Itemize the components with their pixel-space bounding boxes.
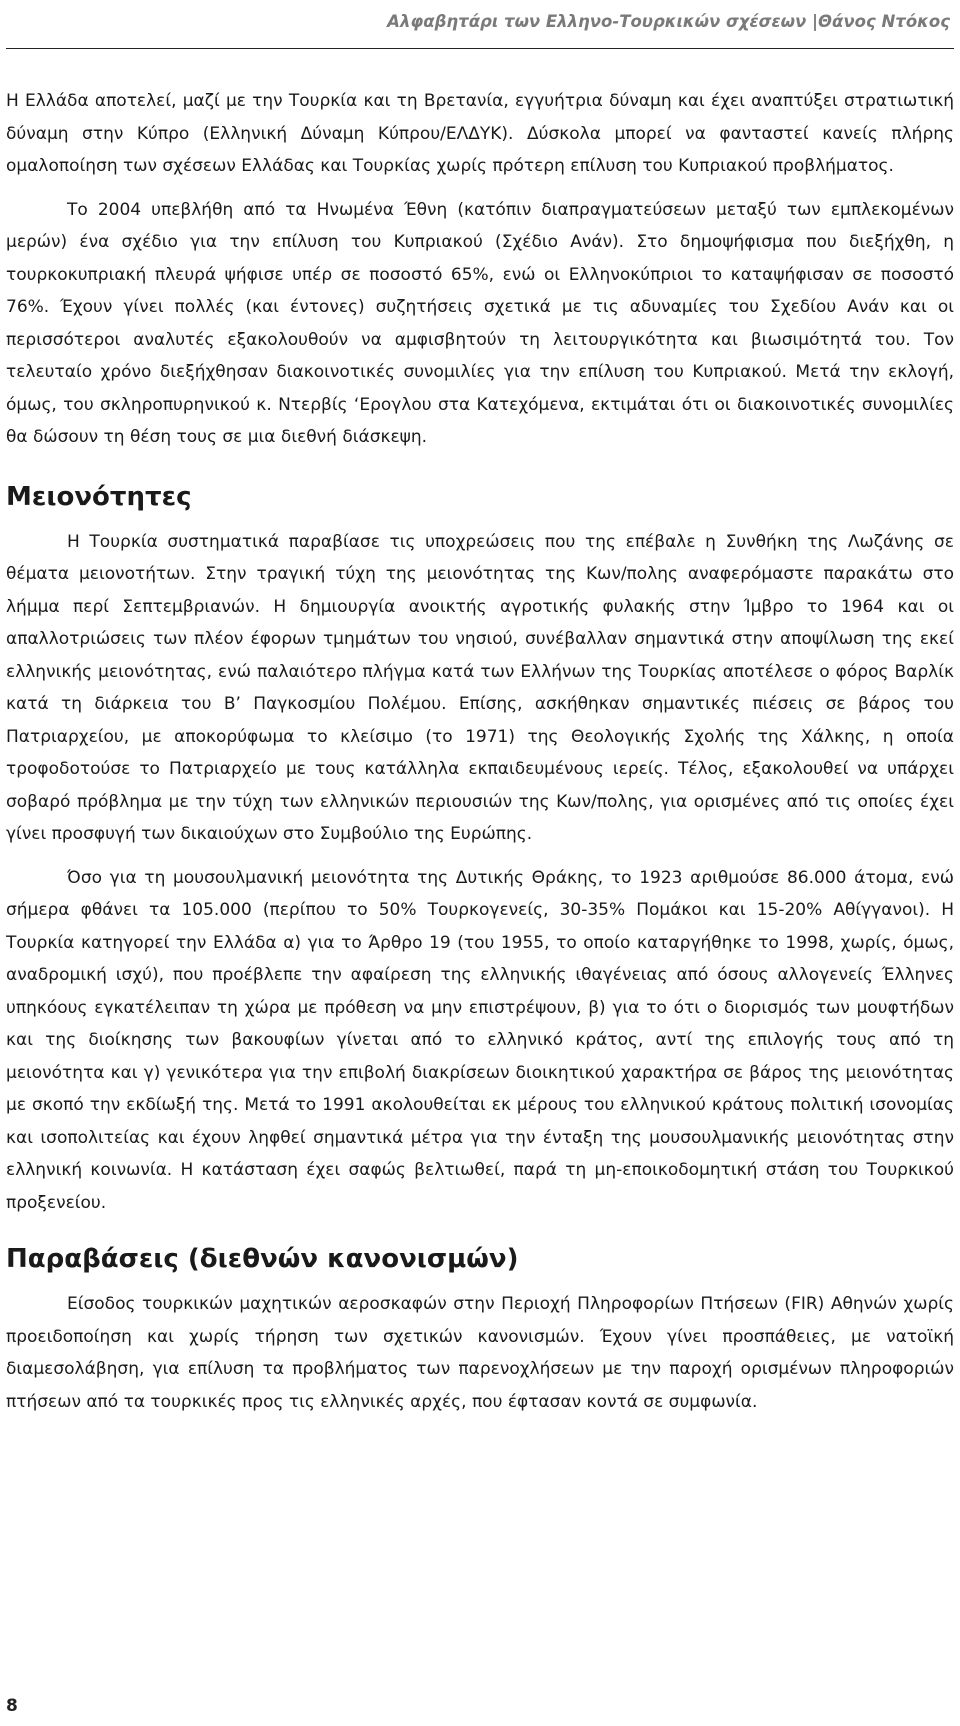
paragraph: Είσοδος τουρκικών μαχητικών αεροσκαφών στην Περιοχή Πληροφορίων Πτήσεων (FIR) Αθηνών χωρίς προειδοποίηση και χωρίς τήρηση των σχετικών κανονισμών. Έχουν γίνει προσπάθειες, με νατοϊκή διαμεσολάβηση, για επίλυση τα προβλήματος των παρενοχλήσεων με την παροχή ορισμένων πληροφοριών πτήσεων από τα τουρκικές προς τις ελληνικές αρχές, που έφτασαν κοντά σε συμφωνία. [6, 1294, 954, 1412]
paragraph: Όσο για τη μουσουλμανική μειονότητα της Δυτικής Θράκης, το 1923 αριθμούσε 86.000 άτομα, ενώ σήμερα φθάνει τα 105.000 (περίπου το 50% Τουρκογενείς, 30-35% Πομάκοι και 15-20% Αθίγγανοι). Η Τουρκία κατηγορεί την Ελλάδα α) για το Άρθρο 19 (του 1955, το οποίο καταργήθηκε το 1998, χωρίς, όμως, αναδρομική ισχύ), που προέβλεπε την αφαίρεση της ελληνικής ιθαγένειας από όσους αλλογενείς Έλληνες υπηκόους εγκατέλειπαν τη χώρα με πρόθεση να μην επιστρέψουν, β) για το ότι ο διορισμός των μουφτήδων και της διοίκησης των βακουφίων γίνεται από το ελληνικό κράτος, αντί της επιλογής τους από τη μειονότητα και γ) γενικότερα για την επιβολή διακρίσεων διοικητικού χαρακτήρα σε βάρος της μειονότητας με σκοπό την εκδίωξή της. Μετά το 1991 ακολουθείται εκ μέρους του ελληνικού κράτους πολιτική ισονομίας και ισοπολιτείας και έχουν ληφθεί σημαντικά μέτρα για την ένταξη της μουσουλμανικής μειονότητας στην ελληνική κοινωνία. Η κατάσταση έχει σαφώς βελτιωθεί, παρά τη μη-εποικοδομητική στάση του Τουρκικού προξενείου. [6, 867, 954, 1213]
section-heading-violations: Παραβάσεις (διεθνών κανονισμών) [6, 1244, 519, 1274]
document-body [6, 85, 954, 1418]
section-heading-minorities: Μειονότητες [6, 481, 192, 512]
page-number: 8 [6, 1696, 18, 1716]
paragraph: Η Ελλάδα αποτελεί, μαζί με την Τουρκία και τη Βρετανία, εγγυήτρια δύναμη και έχει αναπτύξει στρατιωτική δύναμη στην Κύπρο (Ελληνική Δύναμη Κύπρου/ΕΛΔΥΚ). Δύσκολα μπορεί να φανταστεί κανείς πλήρης ομαλοποίηση των σχέσεων Ελλάδας και Τουρκίας χωρίς πρότερη επίλυση του Κυπριακού προβλήματος. [6, 91, 954, 176]
header-title: Αλφαβητάρι των Ελληνο-Τουρκικών σχέσεων |Θάνος Ντόκος [387, 12, 950, 31]
paragraph: Το 2004 υπεβλήθη από τα Ηνωμένα Έθνη (κατόπιν διαπραγματεύσεων μεταξύ των εμπλεκομένων μερών) ένα σχέδιο για την επίλυση του Κυπριακού (Σχέδιο Ανάν). Στο δημοψήφισμα που διεξήχθη, η τουρκοκυπριακή πλευρά ψήφισε υπέρ σε ποσοστό 65%, ενώ οι Ελληνοκύπριοι το καταψήφισαν σε ποσοστό 76%. Έχουν γίνει πολλές (και έντονες) συζητήσεις σχετικά με τις αδυναμίες του Σχεδίου Ανάν και οι περισσότεροι αναλυτές εξακολουθούν να αμφισβητούν τη λειτουργικότητα και βιωσιμότητά του. Τον τελευταίο χρόνο διεξήχθησαν διακοινοτικές συνομιλίες για την επίλυση του Κυπριακού. Μετά την εκλογή, όμως, του σκληροπυρηνικού κ. Ντερβίς ‘Ερογλου στα Κατεχόμενα, εκτιμάται ότι οι διακοινοτικές συνομιλίες θα δώσουν τη θέση τους σε μια διεθνή διάσκεψη. [6, 199, 954, 447]
paragraph: Η Τουρκία συστηματικά παραβίασε τις υποχρεώσεις που της επέβαλε η Συνθήκη της Λωζάνης σε θέματα μειονοτήτων. Στην τραγική τύχη της μειονότητας της Κων/πολης αναφερόμαστε παρακάτω στο λήμμα περί Σεπτεμβριανών. Η δημιουργία ανοικτής αγροτικής φυλακής στην Ίμβρο το 1964 και οι απαλλοτριώσεις των πλέον έφορων τμημάτων του νησιού, συνέβαλλαν σημαντικά στην αποψίλωση της εκεί ελληνικής μειονότητας, ενώ παλαιότερο πλήγμα κατά των Ελλήνων της Τουρκίας αποτέλεσε ο φόρος Βαρλίκ κατά τη διάρκεια του Β’ Παγκοσμίου Πολέμου. Επίσης, ασκήθηκαν σημαντικές πιέσεις σε βάρος του Πατριαρχείου, με αποκορύφωμα το κλείσιμο (το 1971) της Θεολογικής Σχολής της Χάλκης, η οποία τροφοδοτούσε το Πατριαρχείο με τους κατάλληλα εκπαιδευμένους ιερείς. Τέλος, εξακολουθεί να υπάρχει σοβαρό πρόβλημα με την τύχη των ελληνικών περιουσιών της Κων/πολης, για ορισμένες από τις οποίες έχει γίνει προσφυγή των δικαιούχων στο Συμβούλιο της Ευρώπης. [6, 531, 954, 844]
header-divider [6, 48, 954, 49]
page-header [0, 0, 960, 58]
